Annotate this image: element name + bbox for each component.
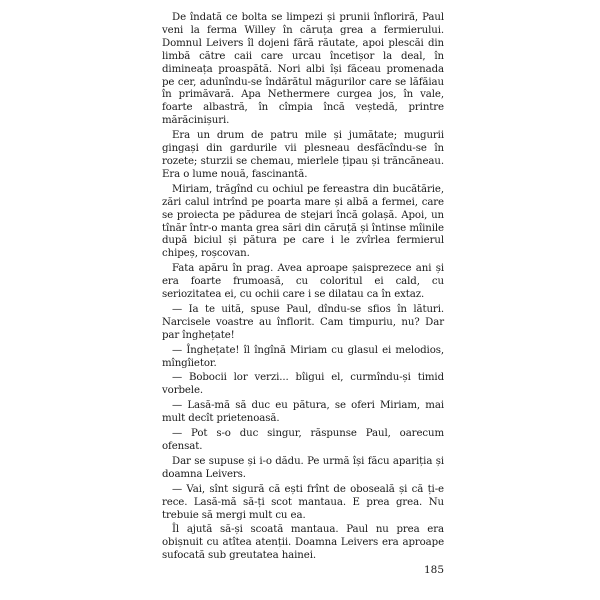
paragraph: Fata apăru în prag. Avea aproape șaisprezece ani și era foarte frumoasă, cu coloritul ei cald, cu seriozitatea ei, cu ochii care i se dilatau ca în extaz. <box>162 263 444 301</box>
dialogue-paragraph: — Lasă-mă să duc eu pătura, se oferi Miriam, mai mult decît prietenoasă. <box>162 400 444 425</box>
book-page-text <box>162 12 444 563</box>
dialogue-paragraph: — Pot s-o duc singur, răspunse Paul, oarecum ofensat. <box>162 428 444 452</box>
paragraph: Miriam, trăgînd cu ochiul pe fereastra din bucătărie, zări calul intrînd pe poarta mare și albă a fermei, care se proiecta pe pădurea de stejari încă golașă. Apoi, un tînăr într-o manta grea sări din căruță și întinse mîinile după biciul și pătura pe care i le zvîrlea fermierul chipeș, roșcovan. <box>162 183 444 260</box>
paragraph: Dar se supuse și i-o dădu. Pe urmă își făcu apariția și doamna Leivers. <box>162 455 444 480</box>
dialogue-paragraph: — Înghețate! îl îngînă Miriam cu glasul ei melodios, mîngîietor. <box>162 344 444 369</box>
dialogue-paragraph: — Vai, sînt sigură că ești frînt de oboseală și că ți-e rece. Lasă-mă să-ți scot mantaua. E prea grea. Nu trebuie să mergi mult cu ea. <box>162 483 444 521</box>
paragraph: De îndată ce bolta se limpezi și prunii înfloriră, Paul veni la ferma Willey în căruța grea a fermierului. Domnul Leivers îl dojeni fără răutate, apoi plescăi din limbă către caii care urcau încetișor la deal, în dimineața proaspătă. Nori albi își făceau promenada pe cer, adunîndu-se îndărătul măgurilor care se lăfăiau în primăvară. Apa Nethermere curgea jos, în vale, foarte albastră, în cîmpia încă veștedă, printre mărăcinișuri. <box>162 12 444 127</box>
page-number: 185 <box>423 564 444 576</box>
dialogue-paragraph: — Ia te uită, spuse Paul, dîndu-se sfios în lături. Narcisele voastre au înflorit. Cam timpuriu, nu? Dar par înghețate! <box>162 303 444 341</box>
paragraph: Era un drum de patru mile și jumătate; mugurii gingași din gardurile vii plesneau desfăcîndu-se în rozete; sturzii se chemau, mierlele țipau și trăncăneau. Era o lume nouă, fascinantă. <box>162 130 444 180</box>
dialogue-paragraph: — Bobocii lor verzi... bîigui el, curmîndu-și timid vorbele. <box>162 372 444 397</box>
paragraph: Îl ajută să-și scoată mantaua. Paul nu prea era obișnuit cu atîtea atenții. Doamna Leivers era aproape sufocată sub greutatea hainei. <box>162 524 444 562</box>
